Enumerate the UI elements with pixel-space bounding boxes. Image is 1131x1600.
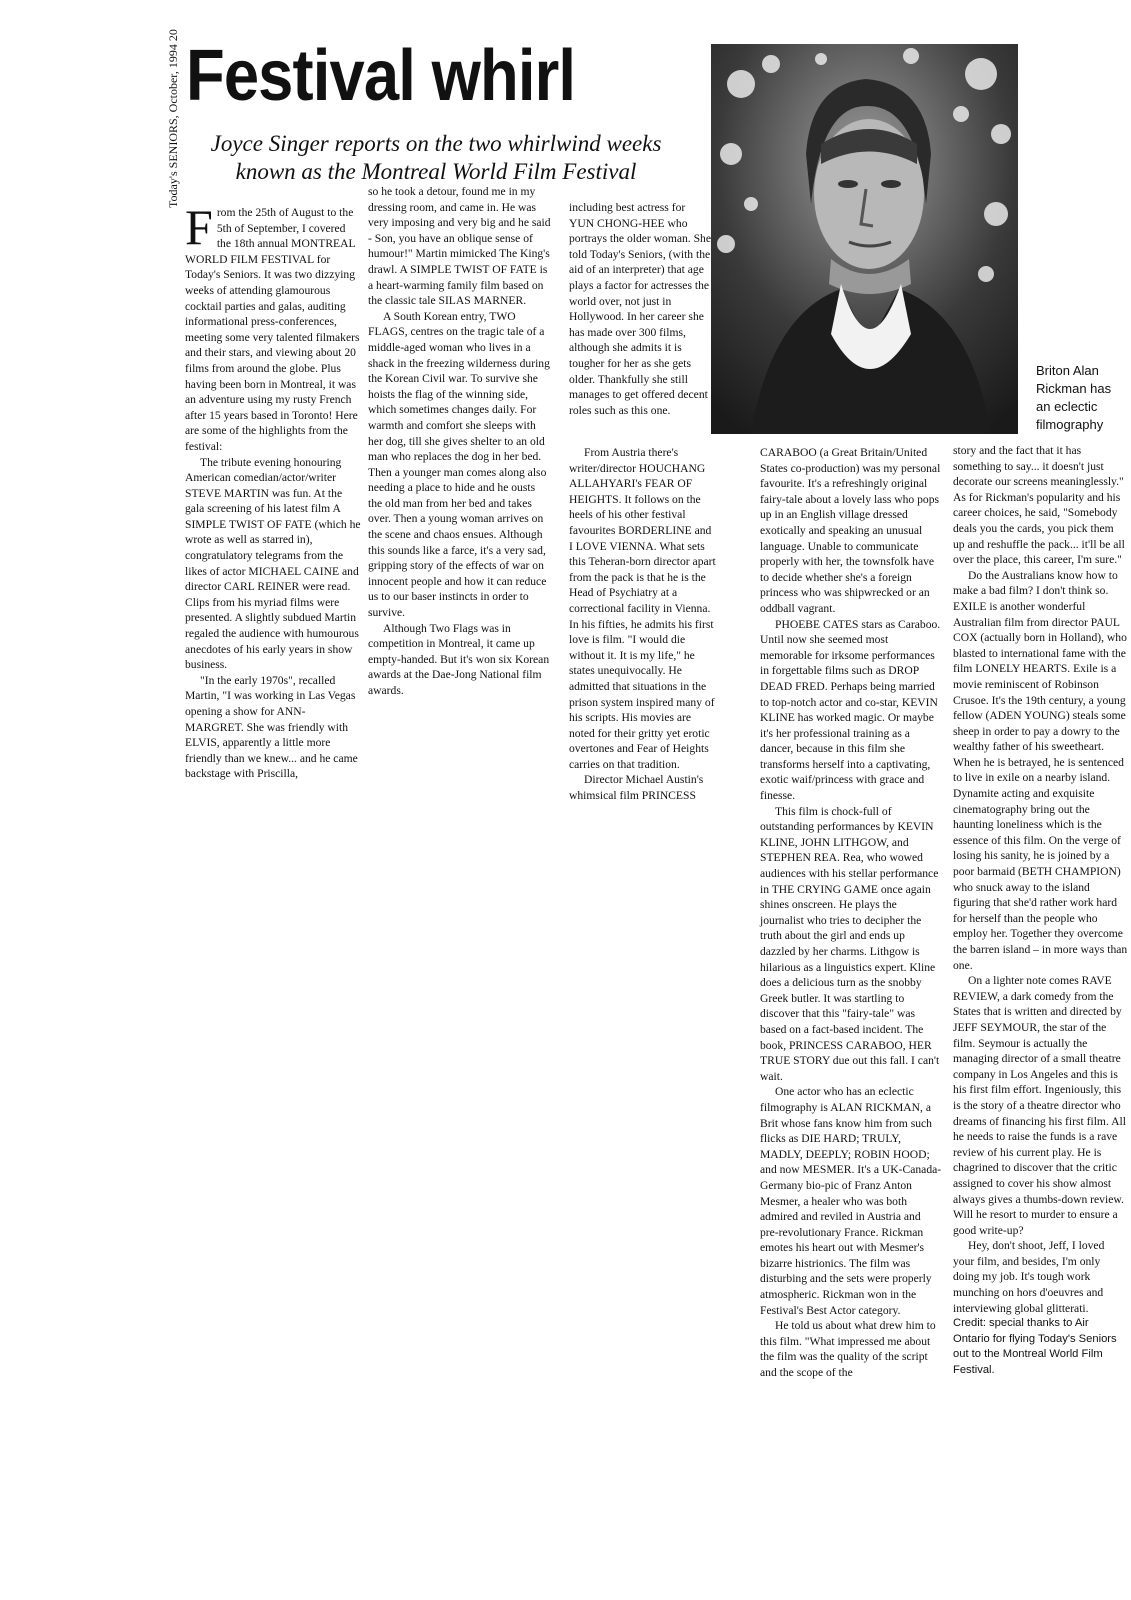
column-5-paragraph-3: On a lighter note comes RAVE REVIEW, a dark comedy from the States that is written and directed by JEFF SEYMOUR, the star of the film. Seymour is actually the managing director of a small theatre company in Los Angeles and this is his first film effort. Ingeniously, this is the story of a theatre director who dreams of financing his first film. All he needs to raise the funds is a rave review of his current play. He is chagrined to discover that the critic assigned to cover his show almost always gives a thumbs-down review. Will he resort to murder to ensure a good write-up? <box>953 974 1126 1237</box>
photo-credit: Credit: special thanks to Air Ontario for flying Today's Seniors out to the Montreal World Film Festival. <box>953 1317 1117 1376</box>
column-4-paragraph-5: He told us about what drew him to this film. "What impressed me about the film was the quality of the script and the scope of the <box>760 1319 936 1380</box>
portrait-photo <box>711 44 1018 434</box>
column-5 <box>953 443 1128 1378</box>
column-2 <box>368 184 552 699</box>
column-4-paragraph-2: PHOEBE CATES stars as Caraboo. Until now she seemed most memorable for irksome performances in forgettable films such as DROP DEAD FRED. Perhaps being married to top-notch actor and co-star, KEVIN KLINE has worked magic. Or maybe it's her professional training as a dancer, because in this film she transforms herself into a captivating, exotic waif/princess with grace and finesse. <box>760 617 941 803</box>
column-5-paragraph-4: Hey, don't shoot, Jeff, I loved your film, and besides, I'm only doing my job. It's tough work munching on hors d'oeuvres and interviewing global glitterati. <box>953 1239 1105 1315</box>
column-2-paragraph-3: Although Two Flags was in competition in Montreal, it came up empty-handed. But it's won six Korean awards at the Dae-Jong National film awards. <box>368 621 550 697</box>
column-1-paragraph-3: "In the early 1970s", recalled Martin, "I was working in Las Vegas opening a show for ANN-MARGRET. She was friendly with ELVIS, apparently a little more friendly than we knew... and he came backstage with Priscilla, <box>185 673 358 781</box>
column-4-paragraph-4: One actor who has an eclectic filmography is ALAN RICKMAN, a Brit whose fans know him from such flicks as DIE HARD; TRULY, MADLY, DEEPLY; ROBIN HOOD; and now MESMER. It's a UK-Canada-Germany bio-pic of Franz Anton Mesmer, a healer who was both admired and reviled in Austria and pre-revolutionary France. Rickman emotes his heart out with Mesmer's bizarre histrionics. The film was disturbing and the sets were properly atmospheric. Rickman won in the Festival's Best Actor category. <box>760 1085 942 1317</box>
column-5-paragraph-2: Do the Australians know how to make a bad film? I don't think so. EXILE is another wonderful Australian film from director PAUL COX (actually born in Holland), who blasted to international fame with the film LONELY HEARTS. Exile is a movie reminiscent of Robinson Crusoe. It's the 19th century, a young fellow (ADEN YOUNG) steals some sheep in order to pay a dowry to the wealthy father of his sweetheart. When he is betrayed, he is sentenced to live in exile on a nearby island. Dynamite acting and exquisite cinematography bring out the haunting loneliness which is the essence of this film. On the verge of losing his sanity, he is joined by a poor barmaid (BETH CHAMPION) who snuck away to the island figuring that she'd rather work hard for herself than the people who employ her. Together they overcome the barren island – in more ways than one. <box>953 568 1128 972</box>
photo-caption: Briton Alan Rickman has an eclectic filmography <box>1036 363 1112 432</box>
dek-subtitle: Joyce Singer reports on the two whirlwind weeks known as the Montreal World Film Festival <box>210 131 662 184</box>
column-3-paragraph-3: Director Michael Austin's whimsical film PRINCESS <box>569 773 704 803</box>
column-2-paragraph-2: A South Korean entry, TWO FLAGS, centres on the tragic tale of a middle-aged woman who lives in a shack in the freezing wilderness during the Korean Civil war. To survive she hoists the flag of the winning side, which sometimes changes daily. For warmth and comfort she sleeps with her dog, till she gives shelter to an old man who replaces the dog in her bed. Then a younger man comes along also needing a place to hide and he ousts the old man from her bed and takes over. Then a young woman arrives on the scene and chaos ensues. Although this sounds like a farce, it's a very sad, gripping story of the effects of war on innocent people and how it can reduce us to our baser instincts in order to survive. <box>368 309 550 620</box>
column-3-upper <box>569 200 712 418</box>
page-sideline: Today's SENIORS, October, 1994 20 <box>166 29 180 208</box>
column-4-paragraph-1: CARABOO (a Great Britain/United States co-production) was my personal favourite. It's a refreshingly original fairy-tale about a lovely lass who pops up in an English village dressed exotically and speaking an unusual language. Unable to communicate properly with her, the townsfolk have to decide whether she's a foreign princess who was shipwrecked or an oddball vagrant. <box>760 446 941 615</box>
column-5-paragraph-1: story and the fact that it has something to say... it doesn't just decorate our screens meaninglessly." As for Rickman's popularity and his career choices, he said, "Somebody deals you the cards, you pick them up and reshuffle the pack... it'll be all over the place, this career, I'm sure." <box>953 444 1125 567</box>
drop-cap: F <box>185 199 213 255</box>
column-3-paragraph-1: including best actress for YUN CHONG-HEE who portrays the older woman. She told Today's Seniors, (with the aid of an interpreter) that age plays a factor for actresses the world over, not just in Hollywood. In her career she has made over 300 films, although she admits it is tougher for her as she gets older. Thankfully she still manages to get offered decent roles such as this one. <box>569 201 711 417</box>
column-1 <box>185 199 361 782</box>
column-1-paragraph-1: From the 25th of August to the 5th of September, I covered the 18th annual MONTREAL WORLD FILM FESTIVAL for Today's Seniors. It was two dizzying weeks of attending glamourous cocktail parties and galas, auditing informational press-conferences, meeting some very talented filmakers and their stars, and viewing about 20 films from around the globe. Plus having been born in Montreal, it was an adventure using my rusty French after 15 years based in Toronto! Here are some of the highlights from the festival: <box>185 199 360 453</box>
column-1-paragraph-2: The tribute evening honouring American comedian/actor/writer STEVE MARTIN was fun. At the gala screening of his latest film A SIMPLE TWIST OF FATE (which he wrote as well as starred in), congratulatory telegrams from the likes of actor MICHAEL CAINE and director CARL REINER were read. Clips from his myriad films were presented. A slightly subdued Martin regaled the audience with humourous anecdotes of his early years in show business. <box>185 455 361 672</box>
column-3-paragraph-2: From Austria there's writer/director HOUCHANG ALLAHYARI's FEAR OF HEIGHTS. It follows on the heels of his other festival favourites BORDERLINE and I LOVE VIENNA. What sets this Teheran-born director apart from the pack is that he is the Head of Psychiatry at a correctional facility in Vienna. In his fifties, he admits his first love is film. "I would die without it. It is my life," he states unequivocally. He admitted that situations in the prison system inspired many of his scripts. His movies are noted for their gritty yet erotic overtones and Fear of Heights carries on that tradition. <box>569 446 716 771</box>
portrait-photo-drawing <box>711 44 1018 434</box>
headline: Festival whirl <box>186 36 576 116</box>
column-4-paragraph-3: This film is chock-full of outstanding performances by KEVIN KLINE, JOHN LITHGOW, and STEPHEN REA. Rea, who wowed audiences with his stellar performance in THE CRYING GAME once again shines onscreen. He plays the journalist who tries to decipher the truth about the girl and ends up dazzled by her charms. Lithgow is hilarious as a linguistics expert. Kline does a delicious turn as the snobby Greek butler. It was startling to discover that this "fairy-tale" was based on a fact-based incident. The book, PRINCESS CARABOO, HER TRUE STORY due out this fall. I can't wait. <box>760 804 940 1083</box>
column-3-lower <box>569 445 716 804</box>
column-2-paragraph-1: so he took a detour, found me in my dressing room, and came in. He was very imposing and very big and he said - Son, you have an oblique sense of humour!" Martin mimicked The King's drawl. A SIMPLE TWIST OF FATE is a heart-warming family film based on the classic tale SILAS MARNER. <box>368 185 551 308</box>
column-4 <box>760 445 942 1381</box>
